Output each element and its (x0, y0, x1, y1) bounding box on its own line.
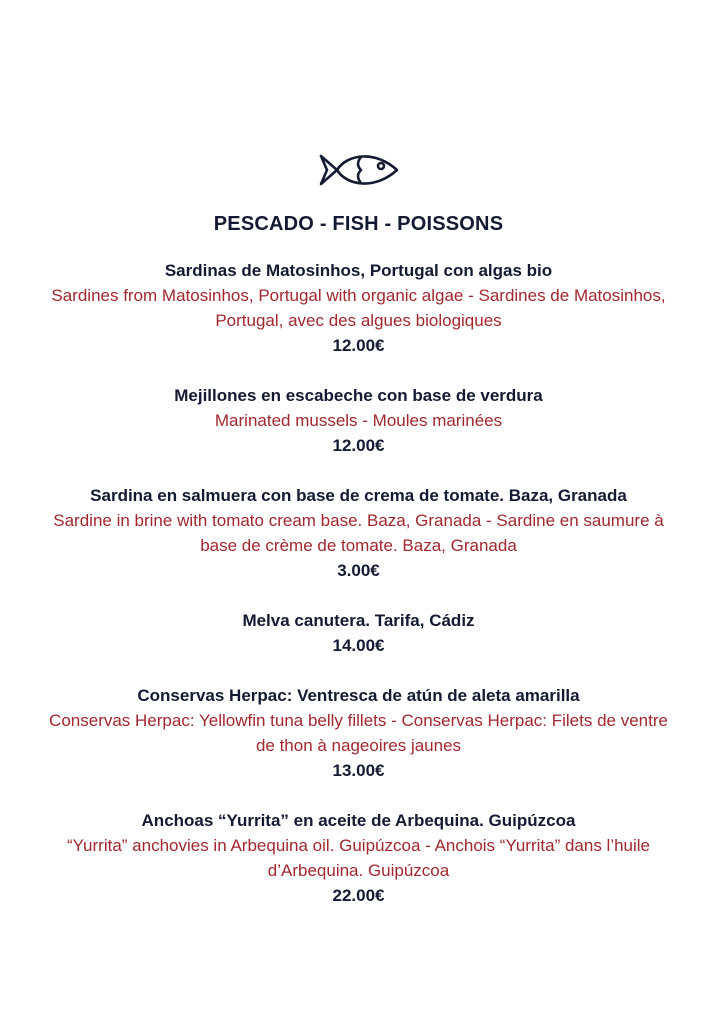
item-name-es: Mejillones en escabeche con base de verdura (174, 386, 543, 405)
item-translation: Conservas Herpac: Yellowfin tuna belly fillets - Conservas Herpac: Filets de ventre de thon à nageoires jaunes (49, 711, 668, 755)
item-name-es: Melva canutera. Tarifa, Cádiz (242, 611, 475, 630)
item-name-es: Sardinas de Matosinhos, Portugal con algas bio (164, 261, 553, 280)
item-price: 14.00€ (332, 636, 385, 655)
menu-item (40, 483, 677, 583)
item-price: 12.00€ (332, 436, 385, 455)
item-translation: Sardines from Matosinhos, Portugal with organic algae - Sardines de Matosinhos, Portugal, avec des algues biologiques (51, 286, 666, 330)
item-price: 13.00€ (332, 761, 385, 780)
section-title: PESCADO - FISH - POISSONS (213, 213, 504, 235)
menu-item (40, 683, 677, 783)
menu-item (40, 258, 677, 358)
item-price: 22.00€ (332, 886, 385, 905)
item-translation: Marinated mussels - Moules marinées (214, 411, 503, 430)
menu-items-list (40, 258, 677, 933)
menu-item (40, 608, 677, 658)
item-translation: “Yurrita” anchovies in Arbequina oil. Guipúzcoa - Anchois “Yurrita” dans l’huile d’Arbequina. Guipúzcoa (66, 836, 651, 880)
item-translation: Sardine in brine with tomato cream base. Baza, Granada - Sardine en saumure à base de crème de tomate. Baza, Granada (53, 511, 664, 555)
fish-icon (317, 148, 401, 192)
item-price: 3.00€ (337, 561, 380, 580)
fish-icon-container (0, 148, 717, 192)
item-name-es: Sardina en salmuera con base de crema de tomate. Baza, Granada (90, 486, 627, 505)
item-name-es: Conservas Herpac: Ventresca de atún de aleta amarilla (137, 686, 580, 705)
menu-item (40, 383, 677, 458)
item-price: 12.00€ (332, 336, 385, 355)
item-name-es: Anchoas “Yurrita” en aceite de Arbequina. Guipúzcoa (141, 811, 576, 830)
menu-item (40, 808, 677, 908)
